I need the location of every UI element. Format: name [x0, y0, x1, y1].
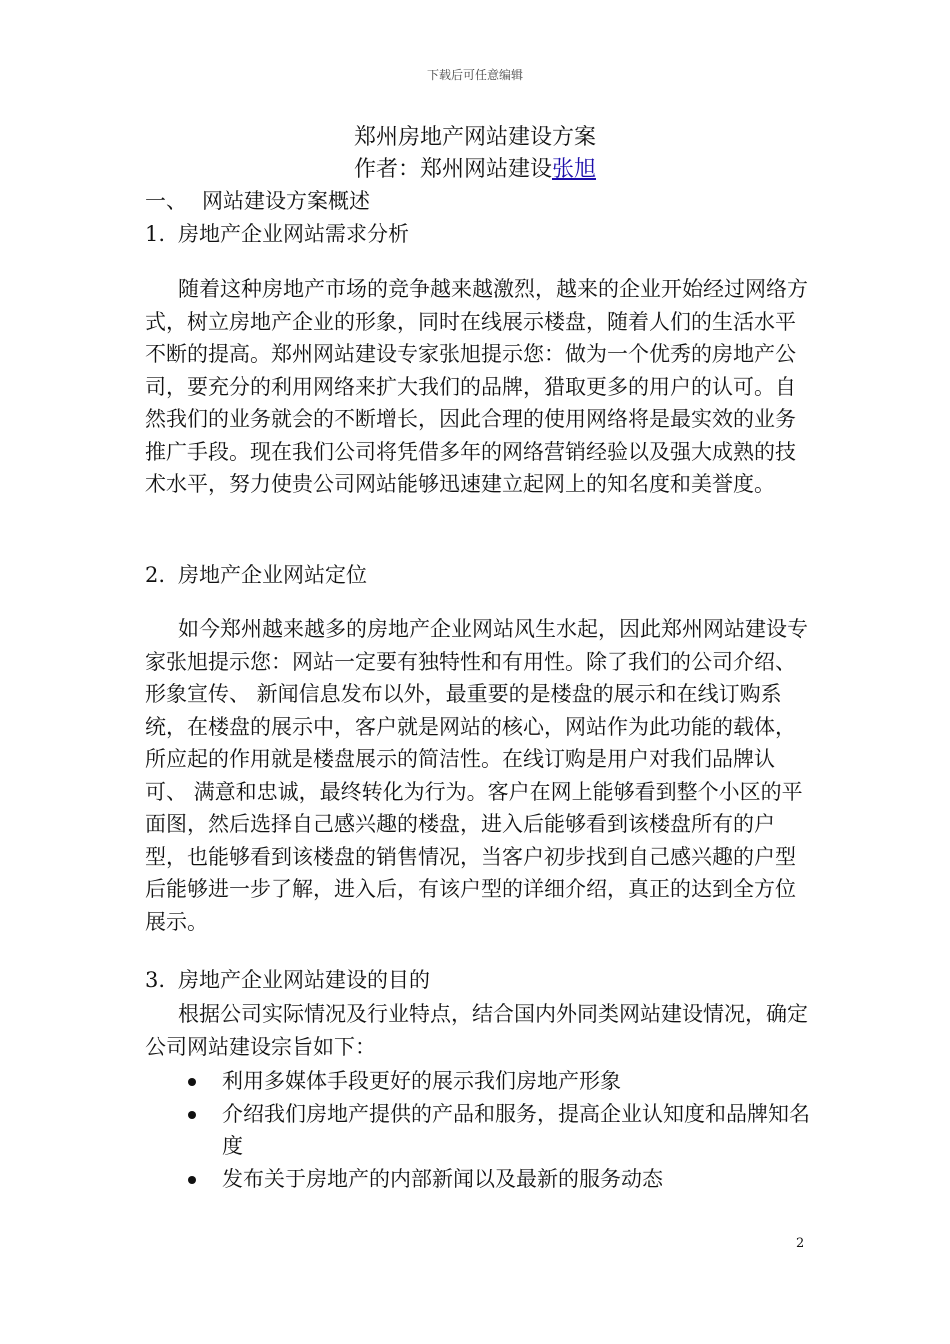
bullet-icon [188, 1078, 196, 1086]
list-item-text: 发布关于房地产的内部新闻以及最新的服务动态 [222, 1166, 663, 1191]
list-item-text: 介绍我们房地产提供的产品和服务，提高企业认知度和品牌知名度 [222, 1101, 810, 1158]
paragraph-positioning: 如今郑州越来越多的房地产企业网站风生水起，因此郑州网站建设专家张旭提示您：网站一定要有独特性和有用性。除了我们的公司介绍、 形象宣传、 新闻信息发布以外，最重要的是楼盘的展示和在线订购系统，在楼盘的展示中，客户就是网站的核心，网站作为此功能的载体，所应起的作用就是楼盘展示的简洁性。在线订购是用户对我们品牌认可、 满意和忠诚，最终转化为行为。客户在网上能够看到整个小区的平面图，然后选择自己感兴趣的楼盘，进入后能够看到该楼盘所有的户型，也能够看到该楼盘的销售情况，当客户初步找到自己感兴趣的户型后能够进一步了解，进入后，有该户型的详细介绍，真正的达到全方位展示。 [145, 617, 808, 934]
list-item [188, 1065, 818, 1098]
subsection-title: 房地产企业网站定位 [178, 563, 367, 587]
document-title: 郑州房地产网站建设方案 [353, 125, 596, 150]
list-item [188, 1163, 818, 1196]
purpose-list [188, 1065, 818, 1195]
page-number: 2 [796, 1236, 805, 1251]
list-item-text: 利用多媒体手段更好的展示我们房地产形象 [222, 1069, 621, 1093]
page-header-note: 下载后可任意编辑 [426, 68, 523, 82]
subsection-number: 3. [145, 968, 166, 992]
subsection-title: 房地产企业网站需求分析 [178, 222, 409, 246]
subsection-heading-2 [145, 560, 367, 590]
paragraph-needs-analysis: 随着这种房地产市场的竞争越来越激烈，越来的企业开始经过网络方式，树立房地产企业的形象，同时在线展示楼盘，随着人们的生活水平不断的提高。郑州网站建设专家张旭提示您：做为一个优秀的房地产公司，要充分的利用网络来扩大我们的品牌，猎取更多的用户的认可。自然我们的业务就会的不断增长，因此合理的使用网络将是最实效的业务推广手段。现在我们公司将凭借多年的网络营销经验以及强大成熟的技术水平，努力使贵公司网站能够迅速建立起网上的知名度和美誉度。 [145, 277, 808, 496]
subsection-number: 2. [145, 563, 166, 587]
author-prefix: 作者：郑州网站建设 [353, 157, 552, 182]
list-item [188, 1098, 818, 1163]
bullet-icon [188, 1176, 196, 1184]
section-number: 一、 [145, 189, 187, 213]
section-heading-1 [145, 186, 370, 216]
bullet-icon [188, 1111, 196, 1119]
author-line [0, 155, 950, 185]
paragraph-purpose: 根据公司实际情况及行业特点，结合国内外同类网站建设情况，确定公司网站建设宗旨如下： [145, 1002, 808, 1059]
subsection-heading-1 [145, 219, 409, 249]
subsection-heading-3 [145, 965, 430, 995]
section-title: 网站建设方案概述 [202, 189, 370, 213]
subsection-title: 房地产企业网站建设的目的 [178, 968, 430, 992]
subsection-number: 1. [145, 222, 166, 246]
author-name-link[interactable]: 张旭 [552, 157, 597, 182]
